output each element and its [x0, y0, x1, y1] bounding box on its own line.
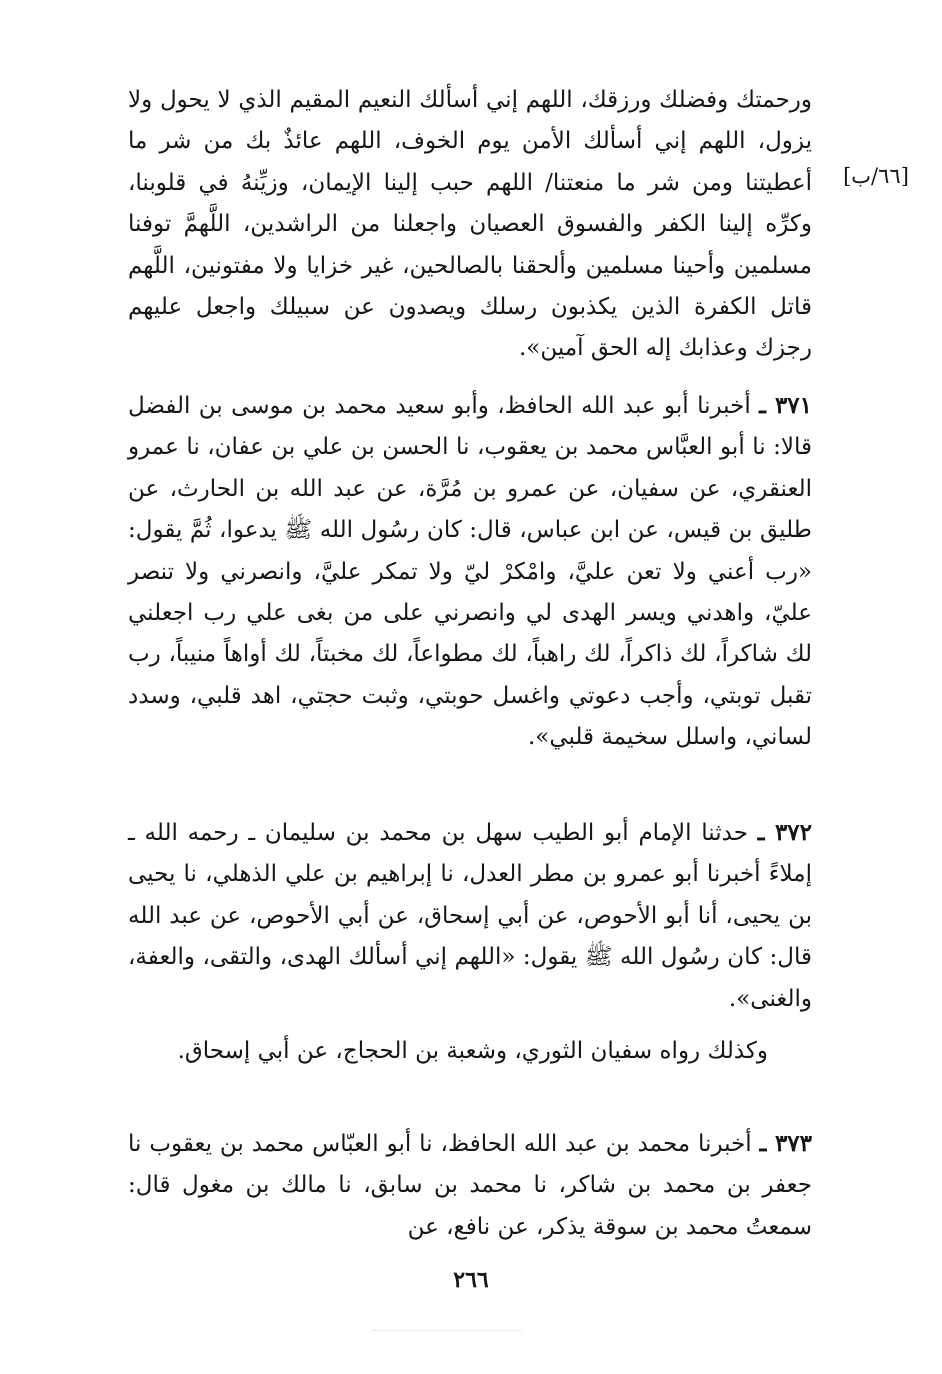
- hadith-number: ٣٧١ ـ: [759, 392, 812, 419]
- hadith-373: [128, 1123, 812, 1248]
- hadith-text: حدثنا الإمام أبو الطيب سهل بن محمد بن سليمان ـ رحمه الله ـ إملاءً أخبرنا أبو عمرو بن مطر العدل، نا إبراهيم بن علي الذهلي، نا يحيى بن يحيى، أنا أبو الأحوص، عن أبي إسحاق، عن أبي الأحوص، عن عبد الله قال: كان رسُول الله ﷺ يقول: «اللهم إني أسألك الهدى، والتقى، والعفة، والغنى».: [128, 820, 812, 1012]
- narration-note: [128, 1031, 812, 1072]
- hadith-371: [128, 385, 812, 759]
- prayer-paragraph: [128, 80, 812, 370]
- hadith-number: ٣٧٣ ـ: [759, 1130, 812, 1157]
- hadith-371-body: [128, 385, 812, 759]
- narration-note-text: وكذلك رواه سفيان الثوري، وشعبة بن الحجاج، عن أبي إسحاق.: [177, 1038, 768, 1064]
- hadith-372: [128, 812, 812, 1020]
- scan-artifact-line: [372, 1330, 522, 1332]
- hadith-373-body: [128, 1123, 812, 1248]
- hadith-372-body: [128, 812, 812, 1020]
- hadith-text: أخبرنا محمد بن عبد الله الحافظ، نا أبو العبّاس محمد بن يعقوب نا جعفر بن محمد بن شاكر، نا محمد بن سابق، نا مالك بن مغول قال: سمعتُ محمد بن سوقة يذكر، عن نافع، عن: [128, 1131, 812, 1240]
- hadith-text: أخبرنا أبو عبد الله الحافظ، وأبو سعيد محمد بن موسى بن الفضل قالا: نا أبو العبَّاس محمد بن يعقوب، نا الحسن بن علي بن عفان، نا عمرو العنقري، عن سفيان، عن عمرو بن مُرَّة، عن عبد الله بن الحارث، عن طليق بن قيس، عن ابن عباس، قال: كان رسُول الله ﷺ يدعوا، ثُمَّ يقول: «رب أعني ولا تعن عليَّ، وامْكرْ ليّ ولا تمكر عليَّ، وانصرني ولا تنصر عليّ، واهدني ويسر الهدى لي وانصرني على من بغى علي رب اجعلني لك شاكراً، لك ذاكراً، لك راهباً، لك مطواعاً، لك مخبتاً، لك أواهاً منيباً، رب تقبل توبتي، وأجب دعوتي واغسل حوبتي، وثبت حجتي، اهد قلبي، وسدد لساني، واسلل سخيمة قلبي».: [128, 393, 812, 751]
- page-number: ٢٦٦: [453, 1267, 489, 1293]
- paragraph-text: ورحمتك وفضلك ورزقك، اللهم إني أسألك النعيم المقيم الذي لا يحول ولا يزول، اللهم إني أسألك الأمن يوم الخوف، اللهم عائذٌ بك من شر ما أعطيتنا ومن شر ما منعتنا/ اللهم حبب إلينا الإيمان، وزيِّنهُ في قلوبنا، وكرِّه إلينا الكفر والفسوق العصيان واجعلنا من الراشدين، اللَّهمَّ توفنا مسلمين وأحينا مسلمين وألحقنا بالصالحين، غير خزايا ولا مفتونين، اللَّهم قاتل الكفرة الذين يكذبون رسلك ويصدون عن سبيلك واجعل عليهم رجزك وعذابك إله الحق آمين».: [128, 87, 812, 362]
- hadith-number: ٣٧٢ ـ: [757, 819, 812, 846]
- folio-margin-note: [٦٦/ب]: [843, 164, 909, 188]
